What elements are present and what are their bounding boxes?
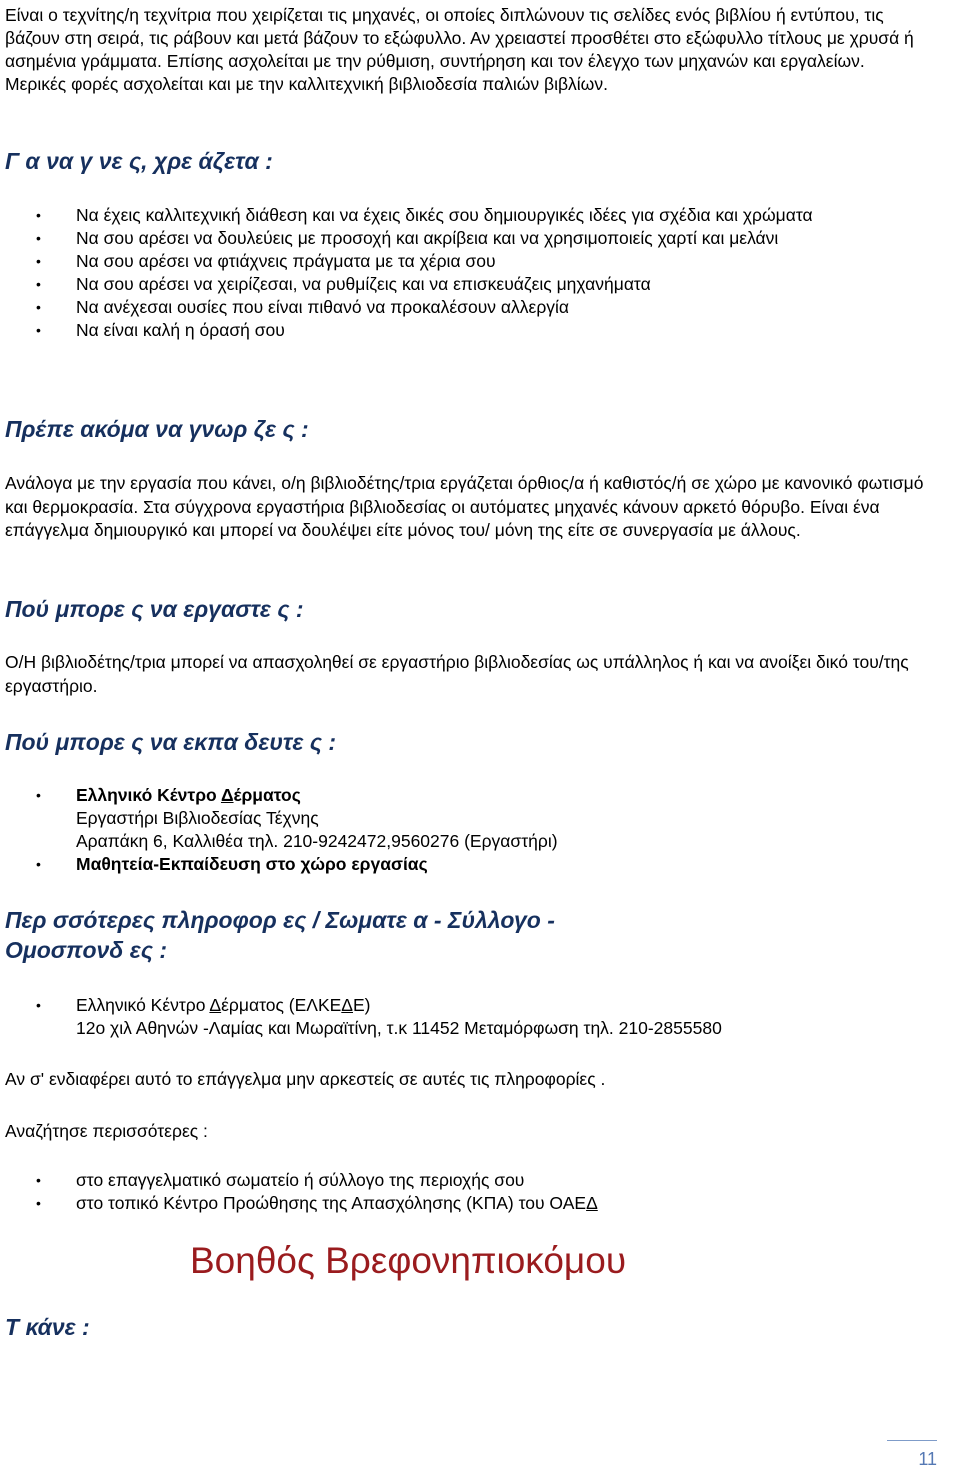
more-list — [36, 994, 916, 1040]
search-list — [36, 1169, 916, 1215]
intro-paragraph: Είναι ο τεχνίτης/η τεχνίτρια που χειρίζεται τις μηχανές, οι οποίες διπλώνουν τις σελίδες ενός βιβλίου ή εντύπου, τις βάζουν στη σειρά, τις ράβουν και μετά βάζουν το εξώφυλλο. Αν χρειαστεί προσθέτει στο εξώφυλλο τίτλους με χρυσά ή ασημένια γράμματα. Επίσης ασχολείται με την ρύθμιση, συντήρηση και τον έλεγχο των μηχανών και εργαλείων. Μερικές φορές ασχολείται και με την καλλιτεχνική βιβλιοδεσία παλιών βιβλίων. — [5, 5, 914, 94]
study-list — [36, 784, 916, 876]
list-item: • στο επαγγελματικό σωματείο ή σύλλογο της περιοχής σου — [36, 1170, 525, 1190]
list-item: • Μαθητεία-Εκπαίδευση στο χώρο εργασίας — [36, 854, 428, 874]
bullet-icon: • — [36, 253, 41, 269]
work-heading: Πού μπορε ς να εργαστε ς : — [5, 596, 304, 622]
requirements-heading: Γ α να γ νε ς, χρε άζετα : — [5, 148, 273, 174]
page-number: 11 — [918, 1449, 937, 1469]
bullet-icon: • — [36, 276, 41, 292]
bullet-icon: • — [36, 207, 41, 223]
know-paragraph: Ανάλογα με την εργασία που κάνει, ο/η βιβλιοδέτης/τρια εργάζεται όρθιος/α ή καθιστός/ή σε χώρο με κανονικό φωτισμό και θερμοκρασία. Στα σύγχρονα εργαστήρια βιβλιοδεσίας οι αυτόματες μηχανές κάνουν αρκετό θόρυβο. Είναι ένα επάγγελμα δημιουργικό και μπορεί να δουλέψει είτε μόνος του/ μόνη της είτε σε συνεργασία με άλλους. — [5, 473, 924, 540]
study-heading: Πού μπορε ς να εκπα δευτε ς : — [5, 729, 337, 755]
institution-name: Ελληνικό Κέντρο Δέρματος — [76, 785, 301, 805]
list-item: • Να ανέχεσαι ουσίες που είναι πιθανό να προκαλέσουν αλλεργία — [36, 297, 570, 317]
bullet-icon: • — [36, 997, 41, 1013]
list-item: • Να έχεις καλλιτεχνική διάθεση και να έχεις δικές σου δημιουργικές ιδέες για σχέδια και χρώματα — [36, 205, 813, 225]
work-paragraph: Ο/Η βιβλιοδέτης/τρια μπορεί να απασχοληθεί σε εργαστήριο βιβλιοδεσίας ως υπάλληλος ή και να ανοίξει δικό του/της εργαστήριο. — [5, 652, 909, 696]
list-item: • Να σου αρέσει να φτιάχνεις πράγματα με τα χέρια σου — [36, 251, 496, 271]
organization-name: Ελληνικό Κέντρο Δέρματος (ΕΛΚΕΔΕ) — [76, 995, 371, 1015]
bullet-icon: • — [36, 322, 41, 338]
bullet-icon: • — [36, 856, 41, 872]
requirements-list — [36, 204, 916, 342]
organization-address: 12ο χιλ Αθηνών -Λαμίας και Μωραϊτίνη, τ.κ 11452 Μεταμόρφωση τηλ. 210-2855580 — [76, 1018, 722, 1038]
next-what-heading: Τ κάνε : — [5, 1314, 90, 1340]
list-item: • Να σου αρέσει να δουλεύεις με προσοχή και ακρίβεια και να χρησιμοποιείς χαρτί και μελάνι — [36, 228, 779, 248]
bullet-icon: • — [36, 230, 41, 246]
list-item — [36, 784, 916, 853]
institution-address: Αραπάκη 6, Καλλιθέα τηλ. 210-9242472,9560276 (Εργαστήρι) — [76, 831, 558, 851]
search-label: Αναζήτησε περισσότερες : — [5, 1121, 208, 1141]
bullet-icon: • — [36, 787, 41, 803]
next-profession-title: Βοηθός Βρεφονηπιοκόμου — [190, 1240, 627, 1281]
know-heading: Πρέπε ακόμα να γνωρ ζε ς : — [5, 416, 309, 442]
bullet-icon: • — [36, 1172, 41, 1188]
institution-workshop: Εργαστήρι Βιβλιοδεσίας Τέχνης — [76, 808, 319, 828]
interest-paragraph: Αν σ' ενδιαφέρει αυτό το επάγγελμα μην αρκεστείς σε αυτές τις πληροφορίες . — [5, 1069, 606, 1089]
bullet-icon: • — [36, 1195, 41, 1211]
list-item: • Να σου αρέσει να χειρίζεσαι, να ρυθμίζεις και να επισκευάζεις μηχανήματα — [36, 274, 651, 294]
more-heading: Περ σσότερες πληροφορ ες / Σωματε α - Σύλλογο - Ομοσπονδ ες : — [5, 907, 555, 963]
list-item: • Να είναι καλή η όρασή σου — [36, 320, 285, 340]
list-item: • στο τοπικό Κέντρο Προώθησης της Απασχόλησης (ΚΠΑ) του ΟΑΕΔ — [36, 1193, 598, 1213]
bullet-icon: • — [36, 299, 41, 315]
page-number-box — [887, 1440, 937, 1470]
list-item — [36, 994, 916, 1040]
